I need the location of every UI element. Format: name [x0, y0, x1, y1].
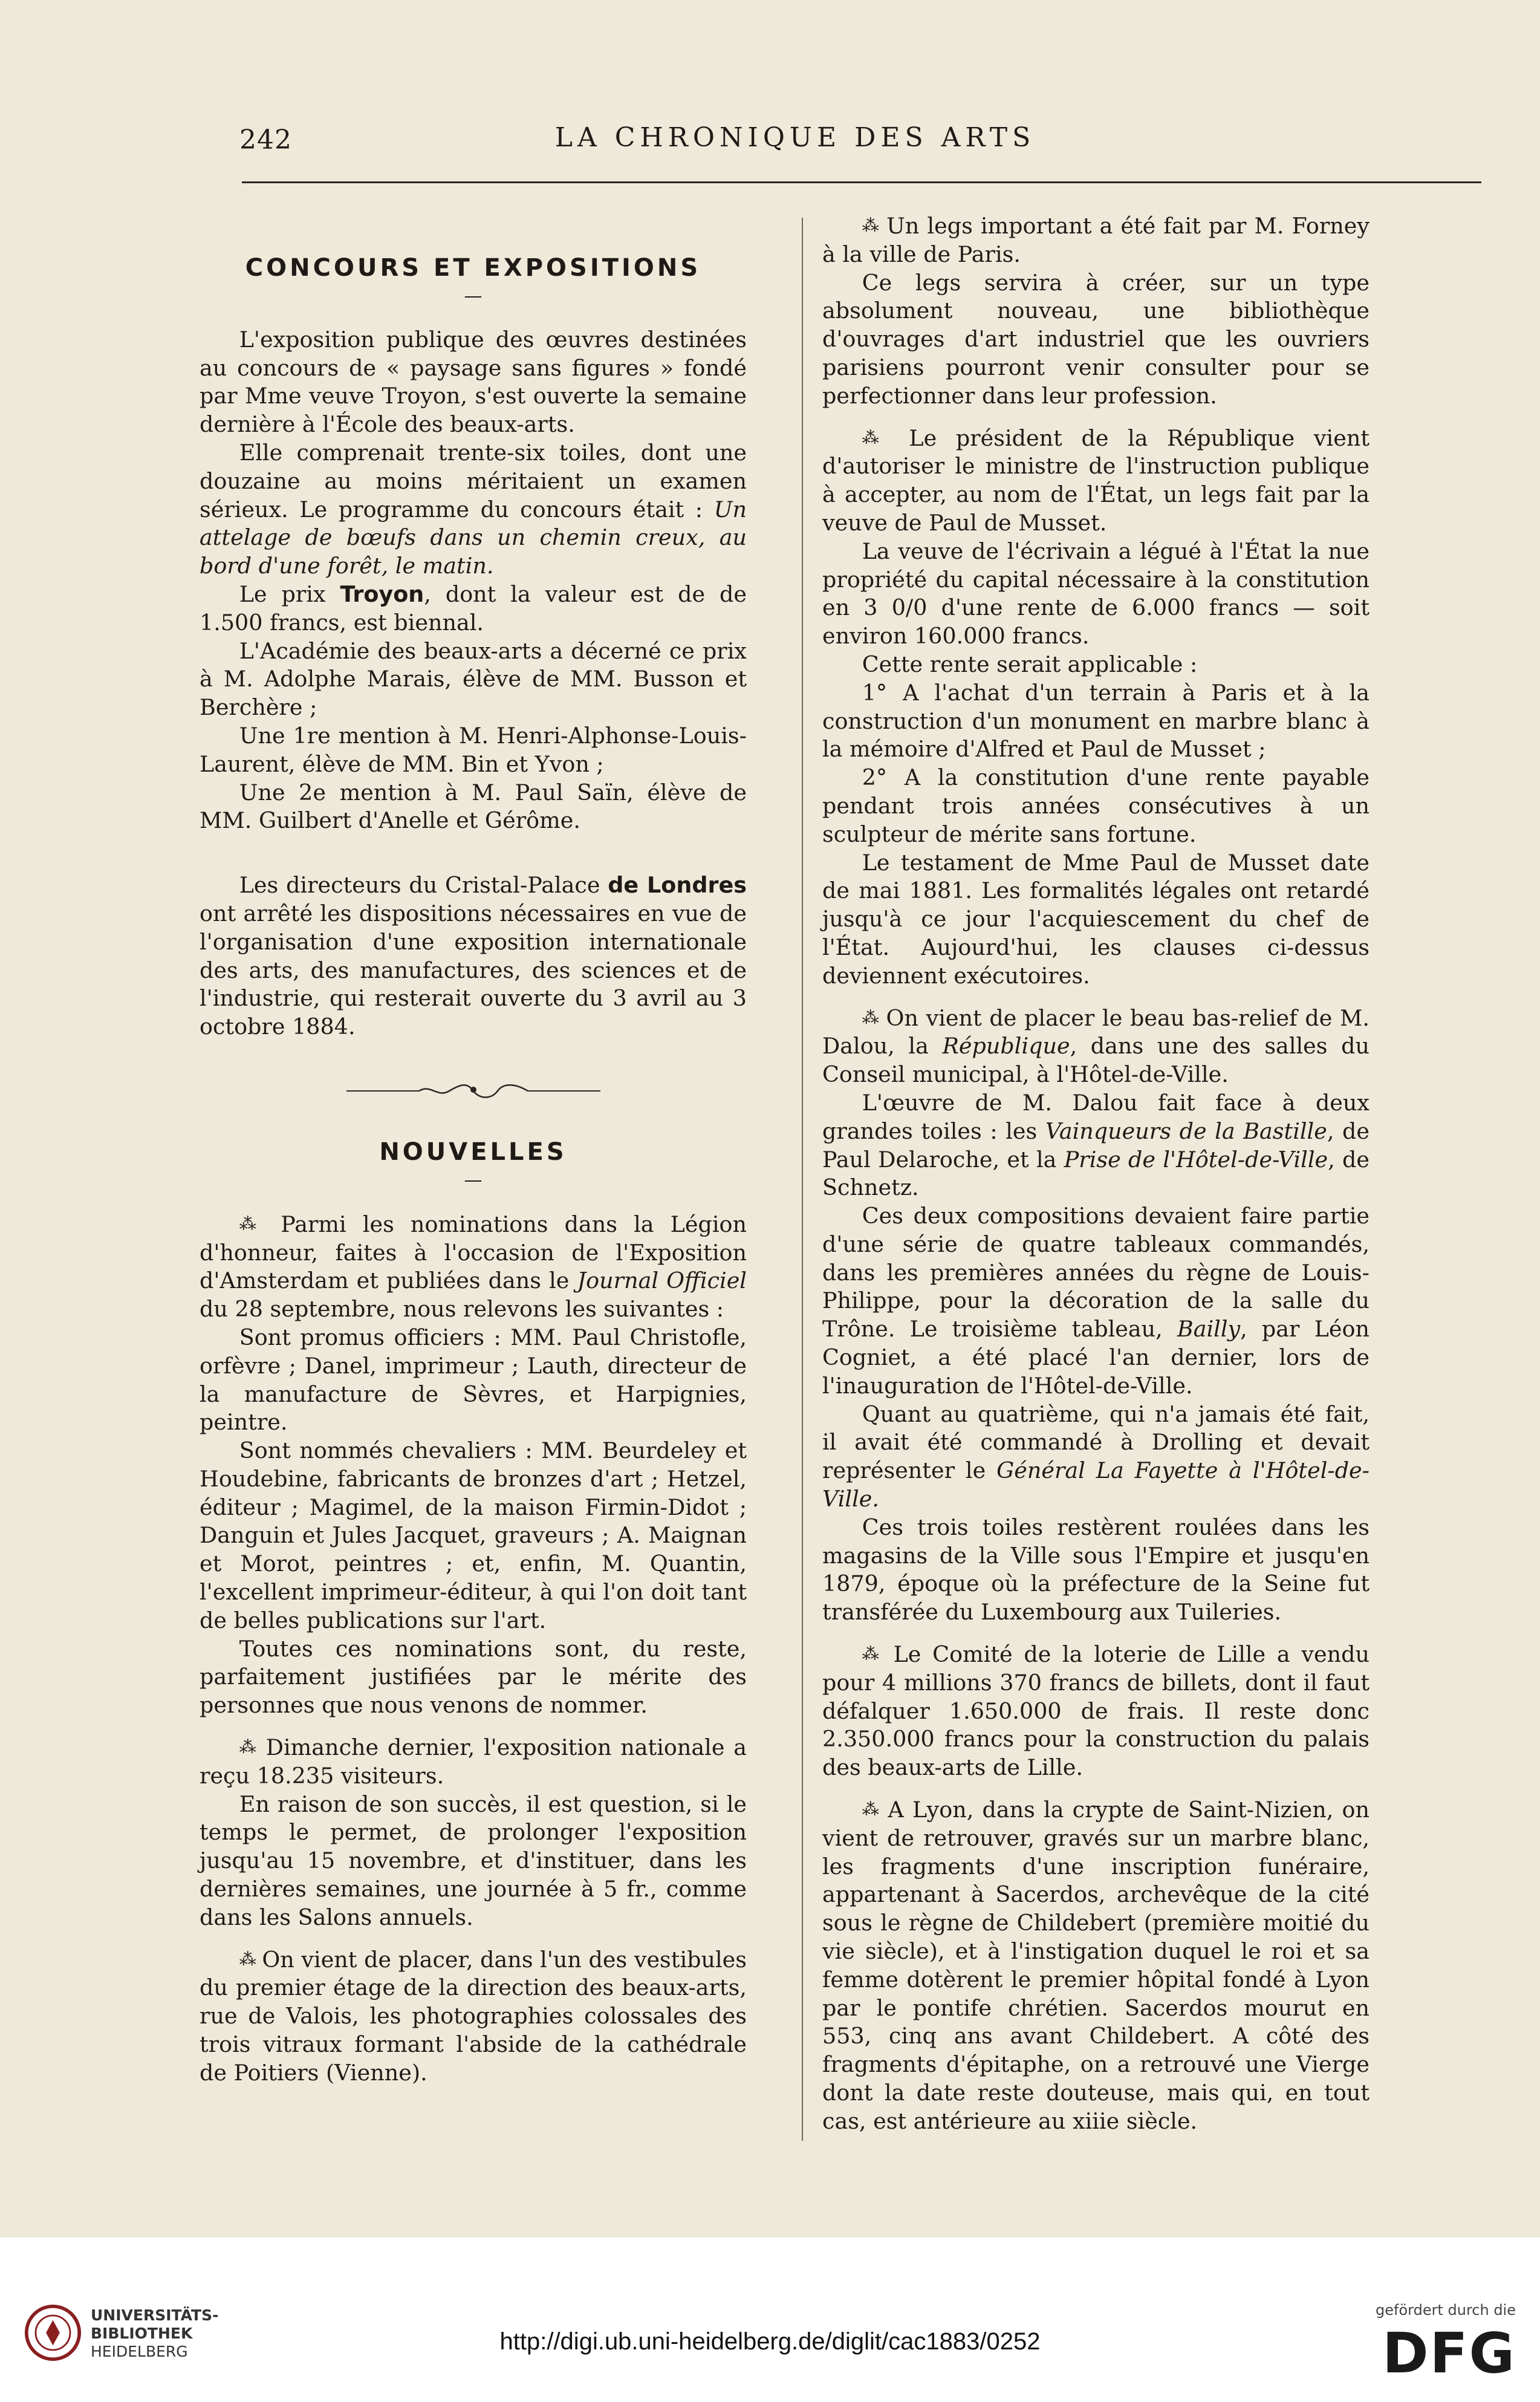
ornament-divider [346, 1078, 600, 1102]
section-title-concours: CONCOURS ET EXPOSITIONS [245, 254, 701, 282]
paragraph: Le testament de Mme Paul de Musset date de mai 1881. Les formalités légales ont retardé jusqu'à ce jour l'acquiescement du chef de l'État. Aujourd'hui, les clauses ci-dessus deviennent exécutoires. [822, 849, 1369, 989]
header-rule [242, 181, 1481, 183]
paragraph: L'exposition publique des œuvres destinées au concours de « paysage sans figures » fondé par Mme veuve Troyon, s'est ouverte la semaine dernière à l'École des beaux-arts. [200, 326, 747, 438]
source-url-link[interactable]: http://digi.ub.uni-heidelberg.de/diglit/cac1883/0252 [499, 2328, 1041, 2355]
asterism-icon: ⁂ [239, 1948, 255, 1969]
paragraph: Sont nommés chevaliers : MM. Beurdeley et Houdebine, fabricants de bronzes d'art ; Hetzel, éditeur ; Magimel, de la maison Firmin-Didot ; Danguin et Jules Jacquet, graveurs ; A. Maignan et Morot, peintres ; et, enfin, M. Quantin, l'excellent imprimeur-éditeur, à qui l'on doit tant de belles publications sur l'art. [200, 1437, 747, 1633]
paragraph: Les directeurs du Cristal-Palace de Londres ont arrêté les dispositions nécessaires en vue de l'organisation d'une exposition internationale des arts, des manufactures, des sciences et de l'industrie, qui resterait ouverte du 3 avril au 3 octobre 1884. [200, 872, 747, 1040]
title-dash: — [464, 285, 482, 307]
dfg-logo: DFG [1382, 2321, 1516, 2386]
paragraph: Ces trois toiles restèrent roulées dans les magasins de la Ville sous l'Empire et jusqu'en 1879, époque où la préfecture de la Seine fut transférée du Luxembourg aux Tuileries. [822, 1514, 1369, 1626]
paragraph: 2° A la constitution d'une rente payable pendant trois années consécutives à un sculpteur de mérite sans fortune. [822, 764, 1369, 847]
paragraph: ⁂ On vient de placer le beau bas-relief de M. Dalou, la République, dans une des salles du Conseil municipal, à l'Hôtel-de-Ville. [822, 1004, 1370, 1088]
asterism-icon: ⁂ [862, 427, 890, 448]
paragraph: 1° A l'achat d'un terrain à Paris et à la construction d'un monument en marbre blanc à la mémoire d'Alfred et Paul de Musset ; [822, 679, 1369, 763]
paragraph: ⁂ Le président de la République vient d'autoriser le ministre de l'instruction publique à accepter, au nom de l'État, un legs fait par la veuve de Paul de Musset. [822, 425, 1369, 536]
paragraph: Cette rente serait applicable : [862, 651, 1198, 677]
paragraph: L'œuvre de M. Dalou fait face à deux grandes toiles : les Vainqueurs de la Bastille, de Paul Delaroche, et la Prise de l'Hôtel-de-Ville, de Schnetz. [822, 1089, 1370, 1201]
page-number: 242 [239, 125, 292, 155]
asterism-icon: ⁂ [862, 215, 879, 235]
asterism-icon: ⁂ [862, 1007, 879, 1027]
library-name: UNIVERSITÄTS- BIBLIOTHEK HEIDELBERG [91, 2306, 219, 2360]
asterism-icon: ⁂ [862, 1644, 882, 1664]
paragraph: ⁂ Le Comité de la loterie de Lille a vendu pour 4 millions 370 francs de billets, dont il faut défalquer 1.650.000 de frais. Il reste donc 2.350.000 francs pour la construction du palais des beaux-arts de Lille. [822, 1641, 1369, 1781]
funder-note: gefördert durch die [1376, 2302, 1516, 2319]
asterism-icon: ⁂ [239, 1737, 257, 1757]
paragraph: ⁂ Parmi les nominations dans la Légion d'honneur, faites à l'occasion de l'Exposition d'Amsterdam et publiées dans le Journal Officiel du 28 septembre, nous relevons les suivantes : [200, 1211, 747, 1323]
digitization-footer [0, 2238, 1540, 2402]
page-header [200, 121, 1391, 163]
paragraph: ⁂ Un legs important a été fait par M. Forney à la ville de Paris. [822, 213, 1369, 267]
paragraph: Une 2e mention à M. Paul Saïn, élève de MM. Guilbert d'Anelle et Gérôme. [200, 779, 747, 834]
paragraph: Ces deux compositions devaient faire partie d'une série de quatre tableaux commandés, dans les premières années du règne de Louis-Philippe, pour la décoration de la salle du Trône. Le troisième tableau, Bailly, par Léon Cogniet, a été placé l'an dernier, lors de l'inauguration de l'Hôtel-de-Ville. [822, 1203, 1369, 1399]
column-divider [802, 218, 803, 2141]
paragraph: En raison de son succès, il est question, si le temps le permet, de prolonger l'exposition jusqu'au 15 novembre, et d'instituer, dans les dernières semaines, une journée à 5 fr., comme dans les Salons annuels. [200, 1791, 747, 1930]
paragraph: ⁂ On vient de placer, dans l'un des vestibules du premier étage de la direction des beaux-arts, rue de Valois, les photographies colossales des trois vitraux formant l'abside de la cathédrale de Poitiers (Vienne). [200, 1946, 747, 2086]
title-dash: — [464, 1169, 482, 1191]
paragraph: Une 1re mention à M. Henri-Alphonse-Louis-Laurent, élève de MM. Bin et Yvon ; [200, 722, 747, 777]
running-title: LA CHRONIQUE DES ARTS [554, 122, 1036, 153]
paragraph: Ce legs servira à créer, sur un type absolument nouveau, une bibliothèque d'ouvrages d'art industriel que les ouvriers parisiens pourront venir consulter pour se perfectionner dans leur profession. [822, 269, 1369, 409]
asterism-icon: ⁂ [239, 1213, 265, 1234]
paragraph: Quant au quatrième, qui n'a jamais été fait, il avait été commandé à Drolling et devait représenter le Général La Fayette à l'Hôtel-de-Ville. [822, 1401, 1369, 1512]
paragraph: Toutes ces nominations sont, du reste, parfaitement justifiées par le mérite des personnes que nous venons de nommer. [200, 1635, 747, 1719]
paragraph: L'Académie des beaux-arts a décerné ce prix à M. Adolphe Marais, élève de MM. Busson et Berchère ; [200, 637, 747, 721]
left-column [200, 212, 747, 2088]
paragraph: ⁂ Dimanche dernier, l'exposition nationale a reçu 18.235 visiteurs. [200, 1734, 747, 1789]
right-column [822, 212, 1369, 2136]
paragraph: Le prix Troyon, dont la valeur est de de 1.500 francs, est biennal. [200, 581, 747, 636]
section-title-nouvelles: NOUVELLES [379, 1138, 567, 1166]
asterism-icon: ⁂ [862, 1799, 880, 1820]
paragraph: La veuve de l'écrivain a légué à l'État la nue propriété du capital nécessaire à la constitution en 3 0/0 d'une rente de 6.000 francs — soit environ 160.000 francs. [822, 538, 1369, 649]
paragraph: Elle comprenait trente-six toiles, dont une douzaine au moins méritaient un examen sérieux. Le programme du concours était : Un attelage de bœufs dans un chemin creux, au bord d'une forêt, le matin. [200, 439, 747, 579]
paragraph: ⁂ A Lyon, dans la crypte de Saint-Nizien, on vient de retrouver, gravés sur un marbre blanc, les fragments d'une inscription funéraire, appartenant à Sacerdos, archevêque de la cité sous le règne de Childebert (première moitié du vie siècle), et à l'instigation duquel le roi et sa femme dotèrent le premier hôpital fondé à Lyon par le pontife chrétien. Sacerdos mourut en 553, cinq ans avant Childebert. A côté des fragments d'épitaphe, on a retrouvé une Vierge dont la date reste douteuse, mais qui, en tout cas, est antérieure au xiiie siècle. [822, 1797, 1370, 2134]
paragraph: Sont promus officiers : MM. Paul Christofle, orfèvre ; Danel, imprimeur ; Lauth, directeur de la manufacture de Sèvres, et Harpignies, peintre. [200, 1324, 747, 1436]
